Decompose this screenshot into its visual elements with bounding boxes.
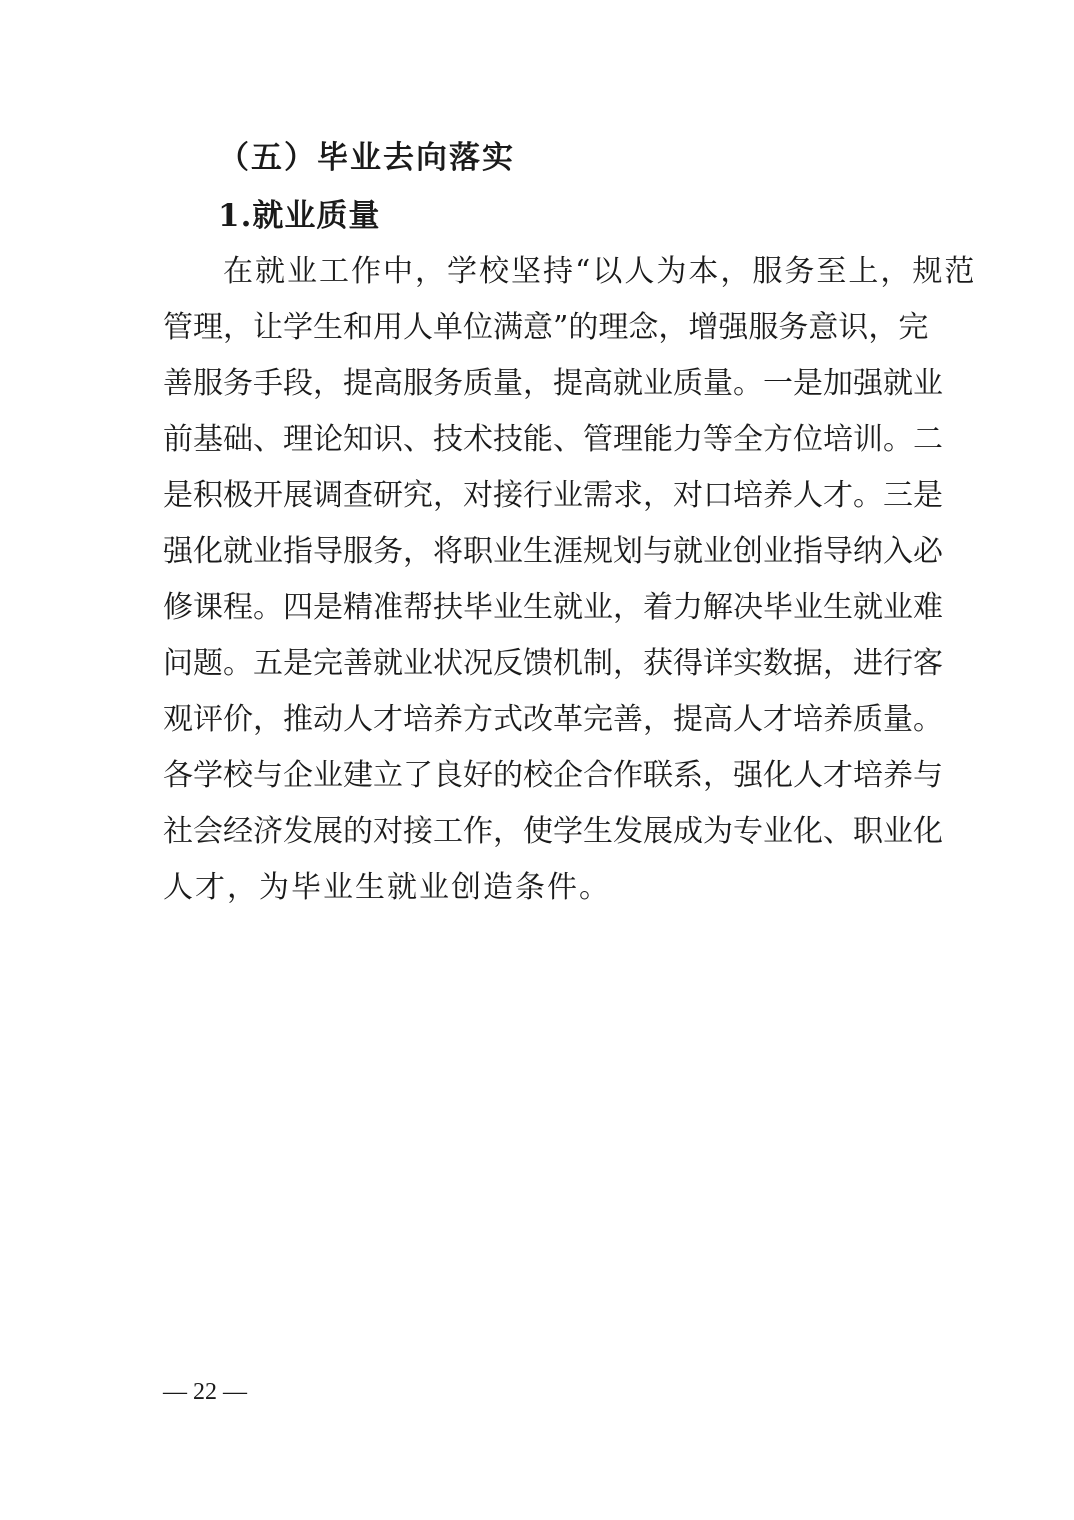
paragraph-line: 在就业工作中，学校坚持“以人为本，服务至上，规范 (223, 254, 977, 289)
section-heading: （五）毕业去向落实 (218, 140, 515, 176)
paragraph-line: 各学校与企业建立了良好的校企合作联系，强化人才培养与 (163, 758, 943, 793)
paragraph-line: 善服务手段，提高服务质量，提高就业质量。一是加强就业 (163, 366, 943, 401)
body-paragraph (163, 244, 977, 916)
paragraph-line: 修课程。四是精准帮扶毕业生就业，着力解决毕业生就业难 (163, 590, 943, 625)
paragraph-line: 问题。五是完善就业状况反馈机制，获得详实数据，进行客 (163, 646, 943, 681)
paragraph-line: 前基础、理论知识、技术技能、管理能力等全方位培训。二 (163, 422, 943, 457)
paragraph-line: 人才，为毕业生就业创造条件。 (163, 870, 611, 905)
paragraph-line: 管理，让学生和用人单位满意”的理念，增强服务意识，完 (163, 310, 929, 345)
page-number: — 22 — (163, 1379, 247, 1405)
paragraph-line: 观评价，推动人才培养方式改革完善，提高人才培养质量。 (163, 702, 943, 737)
paragraph-line: 是积极开展调查研究，对接行业需求，对口培养人才。三是 (163, 478, 943, 513)
sub-heading: 1.就业质量 (218, 198, 381, 234)
paragraph-line: 强化就业指导服务，将职业生涯规划与就业创业指导纳入必 (163, 534, 943, 569)
paragraph-line: 社会经济发展的对接工作，使学生发展成为专业化、职业化 (163, 814, 943, 849)
